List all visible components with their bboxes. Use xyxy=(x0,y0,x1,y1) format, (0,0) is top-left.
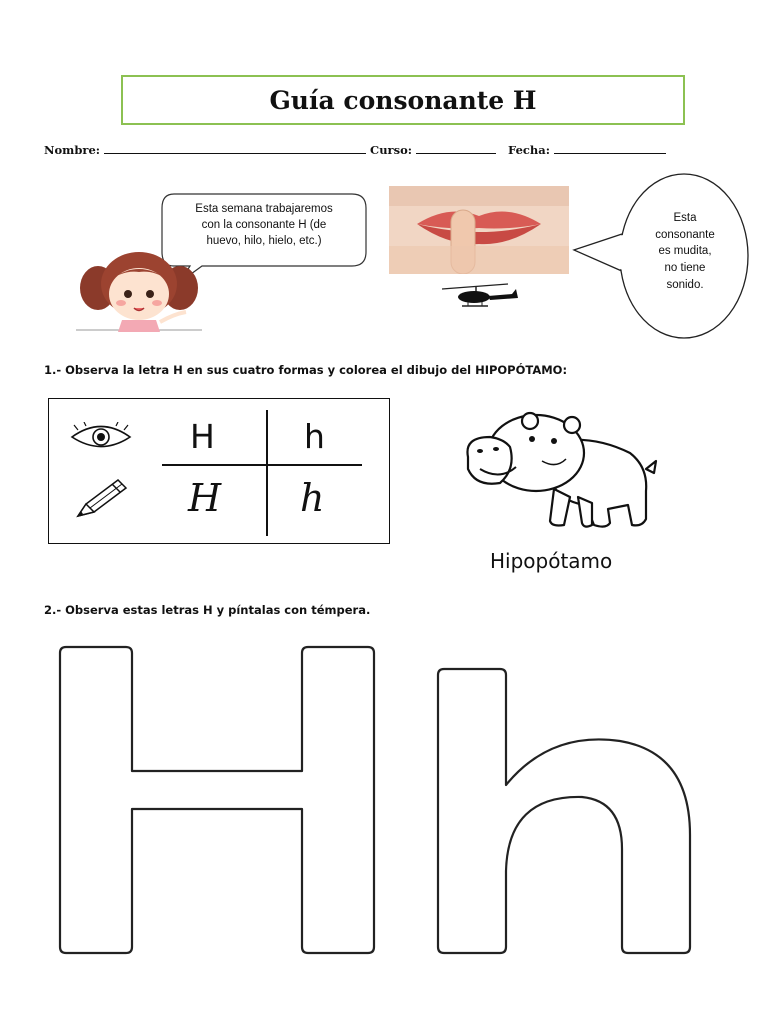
cursive-upper-h: H xyxy=(188,476,222,520)
page-title: Guía consonante H xyxy=(269,85,537,115)
fecha-label: Fecha: xyxy=(508,143,550,157)
big-upper-h-outline xyxy=(60,647,374,953)
instruction-1: 1.- Observa la letra H en sus cuatro formas y colorea el dibujo del HIPOPÓTAMO: xyxy=(44,363,568,377)
big-lower-h-outline xyxy=(438,669,690,953)
hippo-label: Hipopótamo xyxy=(490,549,613,573)
cursive-lower-h: h xyxy=(300,476,325,520)
girl-illustration xyxy=(74,248,204,334)
girl-bubble-text: Esta semana trabajaremos con la consonante H (de huevo, hilo, hielo, etc.) xyxy=(195,203,333,248)
hippo-illustration xyxy=(460,407,662,533)
silence-lips-photo xyxy=(389,186,569,274)
title-box xyxy=(121,75,685,125)
pencil-icon xyxy=(72,476,130,520)
fecha-field[interactable] xyxy=(554,143,666,154)
print-upper-h: H xyxy=(190,417,215,456)
student-info-line xyxy=(44,143,666,157)
nombre-label: Nombre: xyxy=(44,143,101,157)
oval-bubble-text: Esta consonante es mudita, no tiene sonido. xyxy=(655,212,715,291)
print-lower-h: h xyxy=(304,417,325,456)
instruction-2: 2.- Observa estas letras H y píntalas con témpera. xyxy=(44,603,371,617)
letter-grid-lines xyxy=(48,398,390,544)
eye-icon xyxy=(70,422,132,452)
curso-label: Curso: xyxy=(370,143,413,157)
helicopter-icon xyxy=(438,280,520,310)
nombre-field[interactable] xyxy=(104,143,366,154)
big-outline-letters xyxy=(30,635,720,975)
curso-field[interactable] xyxy=(416,143,496,154)
